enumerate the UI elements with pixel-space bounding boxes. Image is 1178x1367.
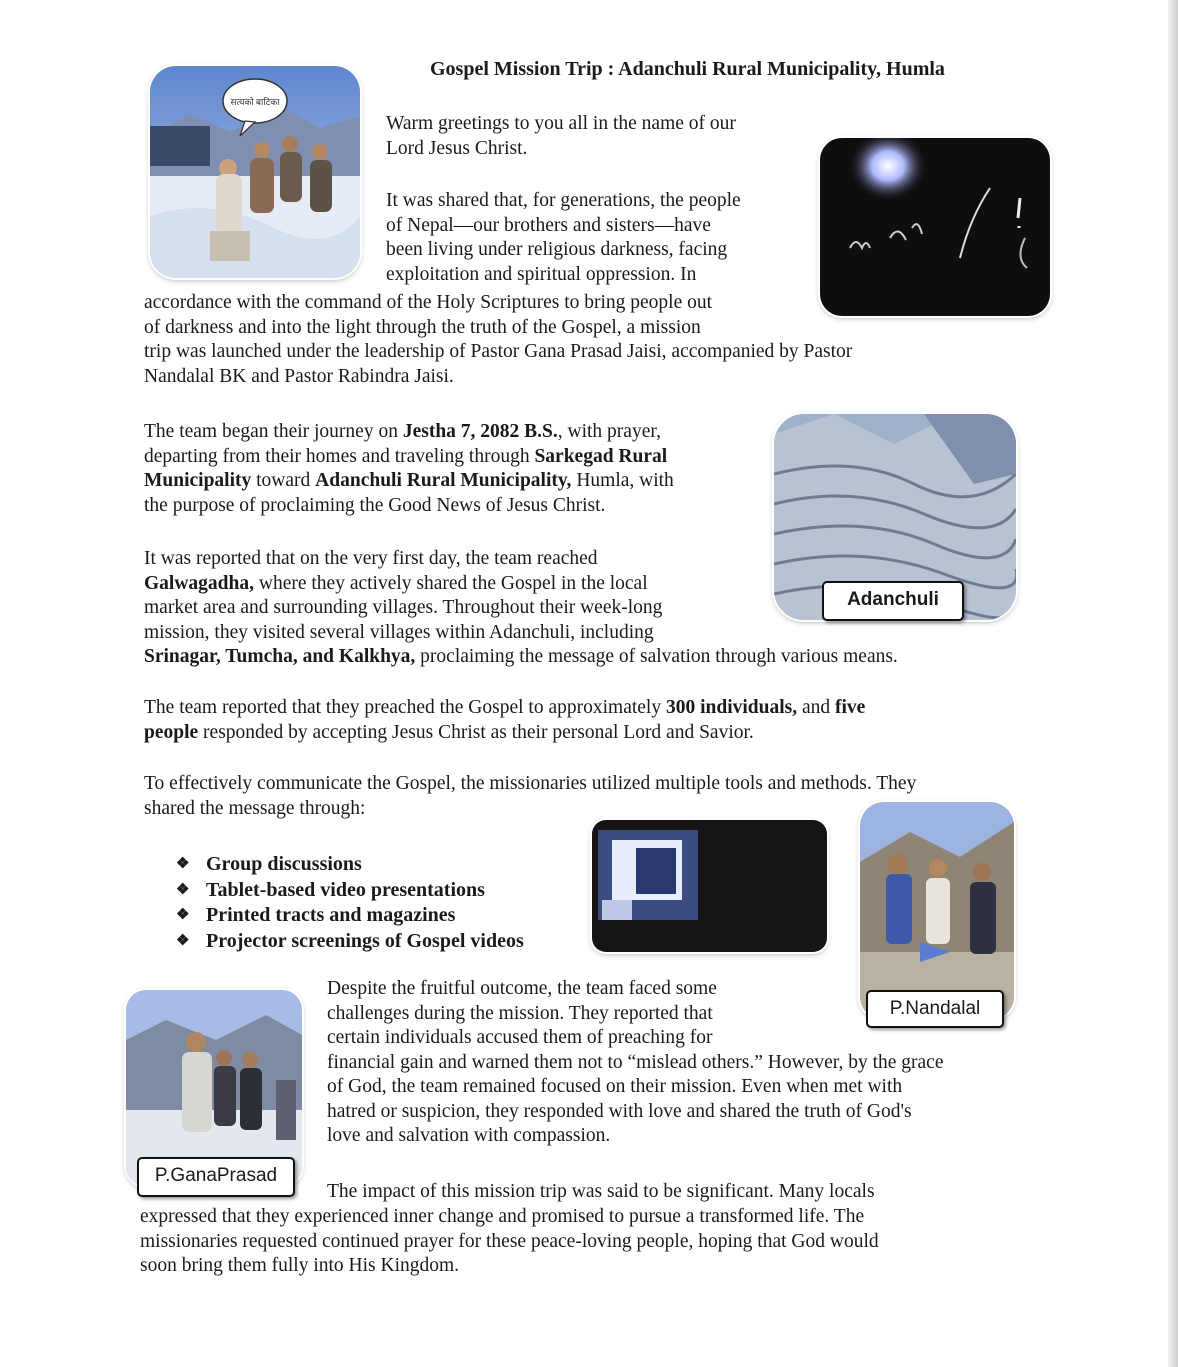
greeting-paragraph: Warm greetings to you all in the name of our Lord Jesus Christ.: [386, 113, 736, 159]
photo-tablet-video: [592, 820, 827, 952]
list-item: ❖ Printed tracts and magazines: [176, 903, 524, 929]
challenges-paragraph: Despite the fruitful outcome, the team faced some challenges during the mission. They reported that certain individuals accused them of preaching for financial gain and warned them not to “mislead others.” However, by the grace of God, the team remained focused on their mission. Even when met with hatred or suspicion, they responded with love and shared the truth of God's love and salvation with compassion.: [327, 978, 944, 1146]
photo-villagers-conversation: [150, 66, 360, 278]
methods-list: [176, 852, 524, 954]
list-item: ❖ Tablet-based video presentations: [176, 878, 524, 904]
diamond-cross-bullet-icon: ❖: [176, 907, 190, 923]
villages-paragraph: It was reported that on the very first day, the team reached Galwagadha, where they actively shared the Gospel in the local market area and surrounding villages. Throughout their week-long mission, they visited several villages within Adanchuli, including Srinagar, Tumcha, and Kalkhya, proclaiming the message of salvation through various means.: [144, 548, 898, 667]
impact-paragraph: expressed that they experienced inner change and promised to pursue a transformed life. The missionaries requested continued prayer for these peace-loving people, hoping that God would soon bring them fully into His Kingdom.: [140, 1206, 879, 1276]
methods-paragraph: To effectively communicate the Gospel, the missionaries utilized multiple tools and methods. They shared the message through:: [144, 773, 917, 819]
list-item: ❖ Projector screenings of Gospel videos: [176, 929, 524, 955]
impact-paragraph-first-line: The impact of this mission trip was said to be significant. Many locals: [327, 1181, 875, 1202]
list-item: ❖ Group discussions: [176, 852, 524, 878]
results-paragraph: The team reported that they preached the Gospel to approximately 300 individuals, and five people responded by accepting Jesus Christ as their personal Lord and Savior.: [144, 697, 866, 743]
caption-ganaprasad: P.GanaPrasad: [137, 1157, 295, 1197]
intro-paragraph-full: accordance with the command of the Holy Scriptures to bring people out of darkness and into the light through the truth of the Gospel, a mission trip was launched under the leadership of Pastor Gana Prasad Jaisi, accompanied by Pastor Nandalal BK and Pastor Rabindra Jaisi.: [144, 292, 853, 387]
caption-adanchuli: Adanchuli: [822, 581, 964, 621]
speech-bubble-text: सत्यको बाटिका: [230, 97, 280, 107]
page-title: Gospel Mission Trip : Adanchuli Rural Municipality, Humla: [430, 58, 945, 80]
journey-paragraph: The team began their journey on Jestha 7, 2082 B.S., with prayer, departing from their homes and traveling through Sarkegad Rural Municipality toward Adanchuli Rural Municipality, Humla, with the purpose of proclaiming the Good News of Jesus Christ.: [144, 421, 674, 516]
photo-night-screening: [820, 138, 1050, 316]
page-edge-shadow: [1168, 0, 1178, 1367]
diamond-cross-bullet-icon: ❖: [176, 881, 190, 898]
caption-nandalal: P.Nandalal: [866, 990, 1004, 1028]
diamond-cross-bullet-icon: ❖: [176, 932, 190, 949]
diamond-cross-bullet-icon: ❖: [176, 856, 190, 872]
intro-paragraph-wrapped: It was shared that, for generations, the people of Nepal—our brothers and sisters—have been living under religious darkness, facing exploitation and spiritual oppression. In: [386, 190, 741, 285]
